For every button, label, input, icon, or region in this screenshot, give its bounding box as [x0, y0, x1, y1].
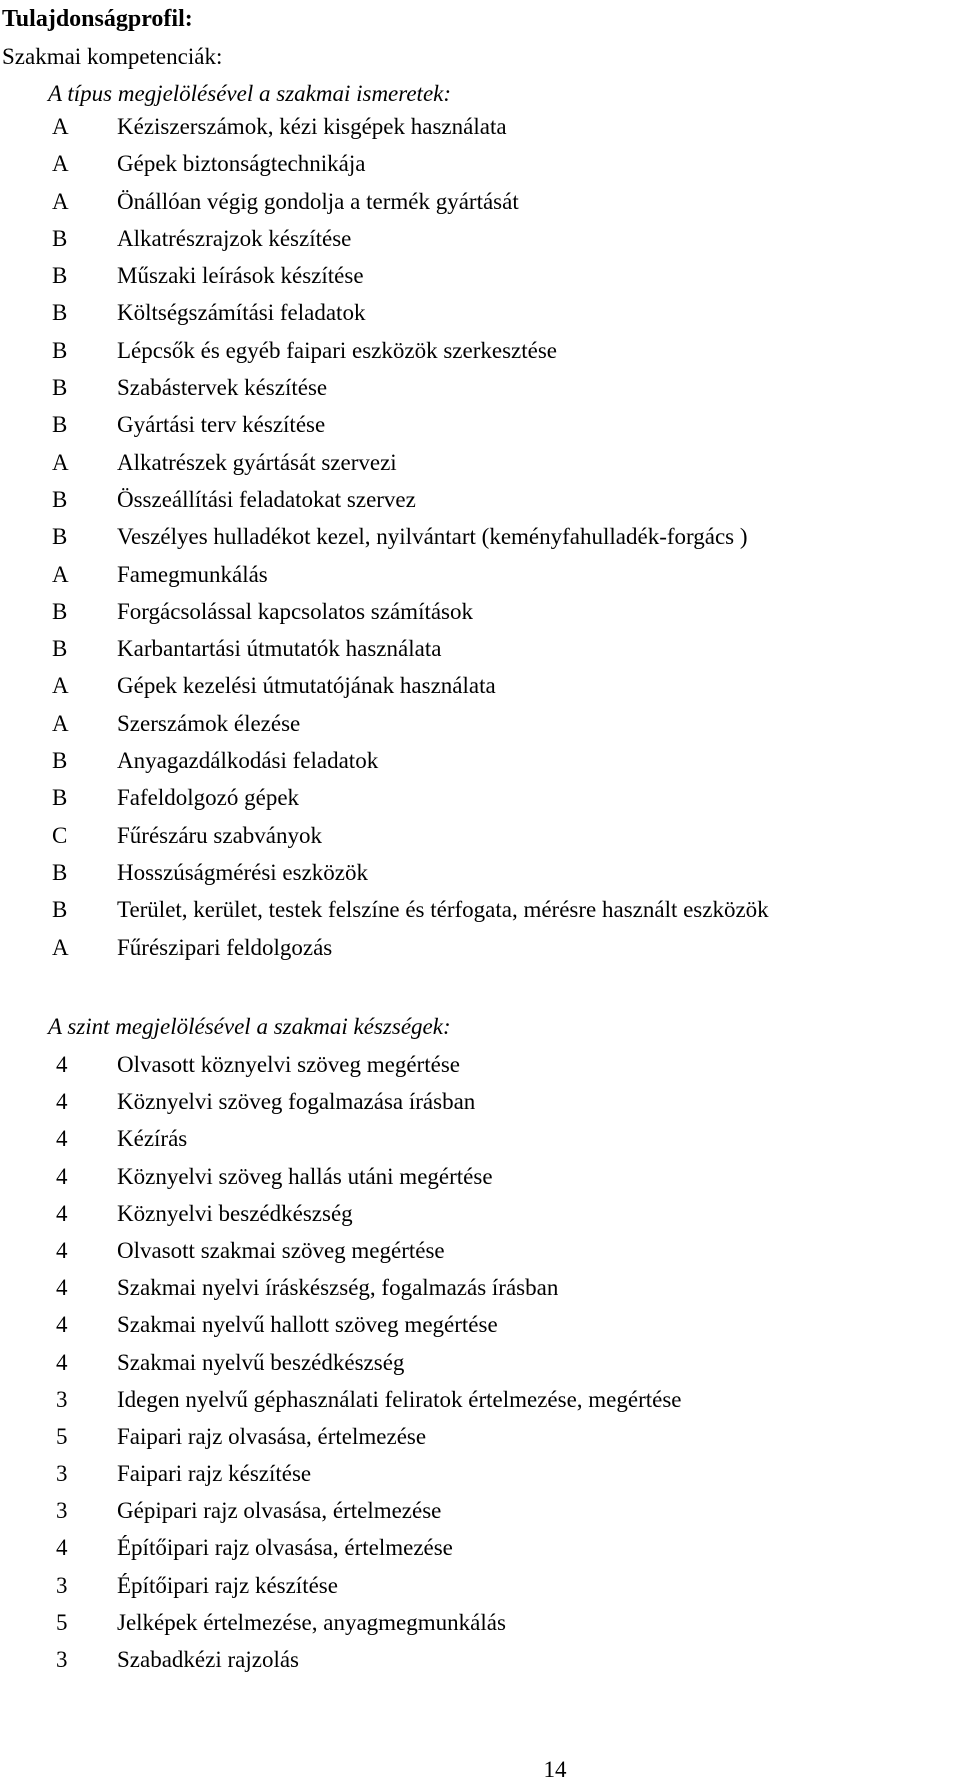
- knowledge-item-level: B: [52, 524, 68, 550]
- skills-item-text: Köznyelvi szöveg fogalmazása írásban: [117, 1089, 476, 1115]
- knowledge-item-text: Kéziszerszámok, kézi kisgépek használata: [117, 114, 507, 139]
- skills-item: [0, 1232, 960, 1269]
- knowledge-item-level: B: [52, 897, 68, 923]
- skills-item-level: 4: [56, 1200, 68, 1226]
- knowledge-item-text: Összeállítási feladatokat szervez: [117, 486, 416, 512]
- skills-item: [0, 1195, 960, 1232]
- skills-item-level: 4: [56, 1163, 68, 1189]
- knowledge-item: [0, 705, 960, 742]
- knowledge-item-level: A: [52, 673, 69, 699]
- skills-item-text: Szakmai nyelvi íráskészség, fogalmazás írásban: [117, 1275, 559, 1301]
- page-number: 14: [543, 1757, 567, 1782]
- skills-item-text: Építőipari rajz készítése: [117, 1572, 338, 1598]
- skills-item-text: Gépipari rajz olvasása, értelmezése: [117, 1498, 442, 1524]
- knowledge-item-level: B: [52, 785, 68, 811]
- knowledge-item: [0, 779, 960, 816]
- skills-item-level: 3: [56, 1572, 68, 1598]
- knowledge-item: [0, 742, 960, 779]
- skills-item-level: 5: [56, 1609, 68, 1635]
- skills-item: [0, 1120, 960, 1157]
- knowledge-item-level: B: [52, 300, 68, 326]
- skills-item: [0, 1306, 960, 1343]
- knowledge-item-text: Alkatrészrajzok készítése: [117, 225, 352, 251]
- knowledge-item-text: Gépek kezelési útmutatójának használata: [117, 673, 496, 699]
- knowledge-item-level: A: [52, 151, 69, 177]
- skills-item-level: 4: [56, 1275, 68, 1301]
- skills-item: [0, 1046, 960, 1083]
- knowledge-item-text: Fűrészipari feldolgozás: [117, 934, 333, 960]
- knowledge-item-level: B: [52, 859, 68, 885]
- knowledge-item: [0, 667, 960, 704]
- knowledge-heading: A típus megjelölésével a szakmai ismeretek:: [48, 81, 452, 106]
- knowledge-item-text: Hosszúságmérési eszközök: [117, 859, 369, 885]
- knowledge-item-level: B: [52, 337, 68, 363]
- skills-item-text: Kézírás: [117, 1126, 188, 1152]
- knowledge-item: [0, 145, 960, 182]
- knowledge-item-text: Költségszámítási feladatok: [117, 300, 366, 326]
- knowledge-item: [0, 220, 960, 257]
- skills-item-text: Szakmai nyelvű hallott szöveg megértése: [117, 1312, 498, 1338]
- knowledge-item-level: B: [52, 636, 68, 662]
- knowledge-item-text: Fafeldolgozó gépek: [117, 785, 300, 811]
- knowledge-item: [0, 108, 960, 145]
- knowledge-item-text: Veszélyes hulladékot kezel, nyilvántart (keményfahulladék-forgács ): [117, 524, 748, 550]
- skills-item: [0, 1381, 960, 1418]
- knowledge-item-level: A: [52, 710, 69, 736]
- knowledge-item-level: B: [52, 748, 68, 774]
- knowledge-item-level: B: [52, 263, 68, 289]
- knowledge-item: [0, 593, 960, 630]
- knowledge-item-level: B: [52, 412, 68, 438]
- knowledge-item: [0, 406, 960, 443]
- skills-heading: A szint megjelölésével a szakmai készségek:: [48, 1014, 451, 1039]
- knowledge-item-text: Famegmunkálás: [117, 561, 268, 587]
- skills-item-level: 4: [56, 1089, 68, 1115]
- knowledge-item-level: B: [52, 225, 68, 251]
- skills-item-text: Köznyelvi beszédkészség: [117, 1200, 353, 1226]
- skills-item-text: Építőipari rajz olvasása, értelmezése: [117, 1535, 453, 1561]
- knowledge-item: [0, 481, 960, 518]
- skills-item: [0, 1492, 960, 1529]
- knowledge-item: [0, 630, 960, 667]
- skills-item-level: 4: [56, 1126, 68, 1152]
- knowledge-item-level: B: [52, 486, 68, 512]
- knowledge-item-level: B: [52, 375, 68, 401]
- knowledge-item-level: A: [52, 561, 69, 587]
- knowledge-item-text: Lépcsők és egyéb faipari eszközök szerkesztése: [117, 337, 557, 363]
- skills-item-level: 4: [56, 1052, 68, 1077]
- knowledge-item: [0, 332, 960, 369]
- skills-item: [0, 1418, 960, 1455]
- skills-item: [0, 1269, 960, 1306]
- skills-item-level: 3: [56, 1461, 68, 1487]
- skills-item-level: 4: [56, 1349, 68, 1375]
- skills-item-level: 5: [56, 1423, 68, 1449]
- knowledge-item: [0, 817, 960, 854]
- knowledge-item-level: C: [52, 822, 68, 848]
- knowledge-item: [0, 518, 960, 555]
- knowledge-item-text: Forgácsolással kapcsolatos számítások: [117, 598, 474, 624]
- knowledge-item: [0, 891, 960, 928]
- knowledge-item-level: A: [52, 449, 69, 475]
- knowledge-item-level: A: [52, 188, 69, 214]
- knowledge-item-text: Gépek biztonságtechnikája: [117, 151, 366, 177]
- skills-item-level: 4: [56, 1535, 68, 1561]
- knowledge-item: [0, 929, 960, 966]
- page-title: Tulajdonságprofil:: [2, 6, 193, 32]
- knowledge-item-level: A: [52, 114, 69, 139]
- knowledge-item: [0, 444, 960, 481]
- knowledge-item: [0, 294, 960, 331]
- skills-item-level: 4: [56, 1312, 68, 1338]
- knowledge-item: [0, 183, 960, 220]
- knowledge-item: [0, 556, 960, 593]
- skills-item: [0, 1567, 960, 1604]
- skills-item: [0, 1083, 960, 1120]
- knowledge-list: [0, 108, 960, 966]
- page-subtitle: Szakmai kompetenciák:: [2, 44, 223, 69]
- knowledge-item-text: Gyártási terv készítése: [117, 412, 326, 438]
- knowledge-item-text: Szabástervek készítése: [117, 375, 328, 401]
- skills-item-text: Olvasott köznyelvi szöveg megértése: [117, 1052, 460, 1077]
- skills-item-text: Szakmai nyelvű beszédkészség: [117, 1349, 405, 1375]
- skills-item: [0, 1455, 960, 1492]
- skills-list: [0, 1046, 960, 1678]
- knowledge-item-text: Alkatrészek gyártását szervezi: [117, 449, 397, 475]
- knowledge-item-level: A: [52, 934, 69, 960]
- skills-item: [0, 1604, 960, 1641]
- knowledge-item-text: Fűrészáru szabványok: [117, 822, 323, 848]
- knowledge-item: [0, 854, 960, 891]
- skills-item-text: Idegen nyelvű géphasználati feliratok értelmezése, megértése: [117, 1386, 682, 1412]
- knowledge-item-text: Szerszámok élezése: [117, 710, 301, 736]
- knowledge-item-level: B: [52, 598, 68, 624]
- skills-item: [0, 1529, 960, 1566]
- skills-item: [0, 1158, 960, 1195]
- skills-item-level: 4: [56, 1237, 68, 1263]
- skills-item-level: 3: [56, 1647, 68, 1672]
- skills-item-text: Jelképek értelmezése, anyagmegmunkálás: [117, 1609, 506, 1635]
- skills-item-level: 3: [56, 1498, 68, 1524]
- skills-item-text: Szabadkézi rajzolás: [117, 1647, 299, 1672]
- knowledge-item: [0, 369, 960, 406]
- skills-item-level: 3: [56, 1386, 68, 1412]
- knowledge-item: [0, 257, 960, 294]
- skills-item-text: Köznyelvi szöveg hallás utáni megértése: [117, 1163, 493, 1189]
- skills-item-text: Faipari rajz készítése: [117, 1461, 312, 1487]
- knowledge-item-text: Műszaki leírások készítése: [117, 263, 364, 289]
- skills-item-text: Faipari rajz olvasása, értelmezése: [117, 1423, 427, 1449]
- knowledge-item-text: Önállóan végig gondolja a termék gyártását: [117, 188, 519, 214]
- knowledge-item-text: Karbantartási útmutatók használata: [117, 636, 442, 662]
- knowledge-item-text: Anyagazdálkodási feladatok: [117, 748, 379, 774]
- skills-item: [0, 1344, 960, 1381]
- knowledge-item-text: Terület, kerület, testek felszíne és térfogata, mérésre használt eszközök: [117, 897, 769, 923]
- skills-item-text: Olvasott szakmai szöveg megértése: [117, 1237, 445, 1263]
- skills-item: [0, 1641, 960, 1678]
